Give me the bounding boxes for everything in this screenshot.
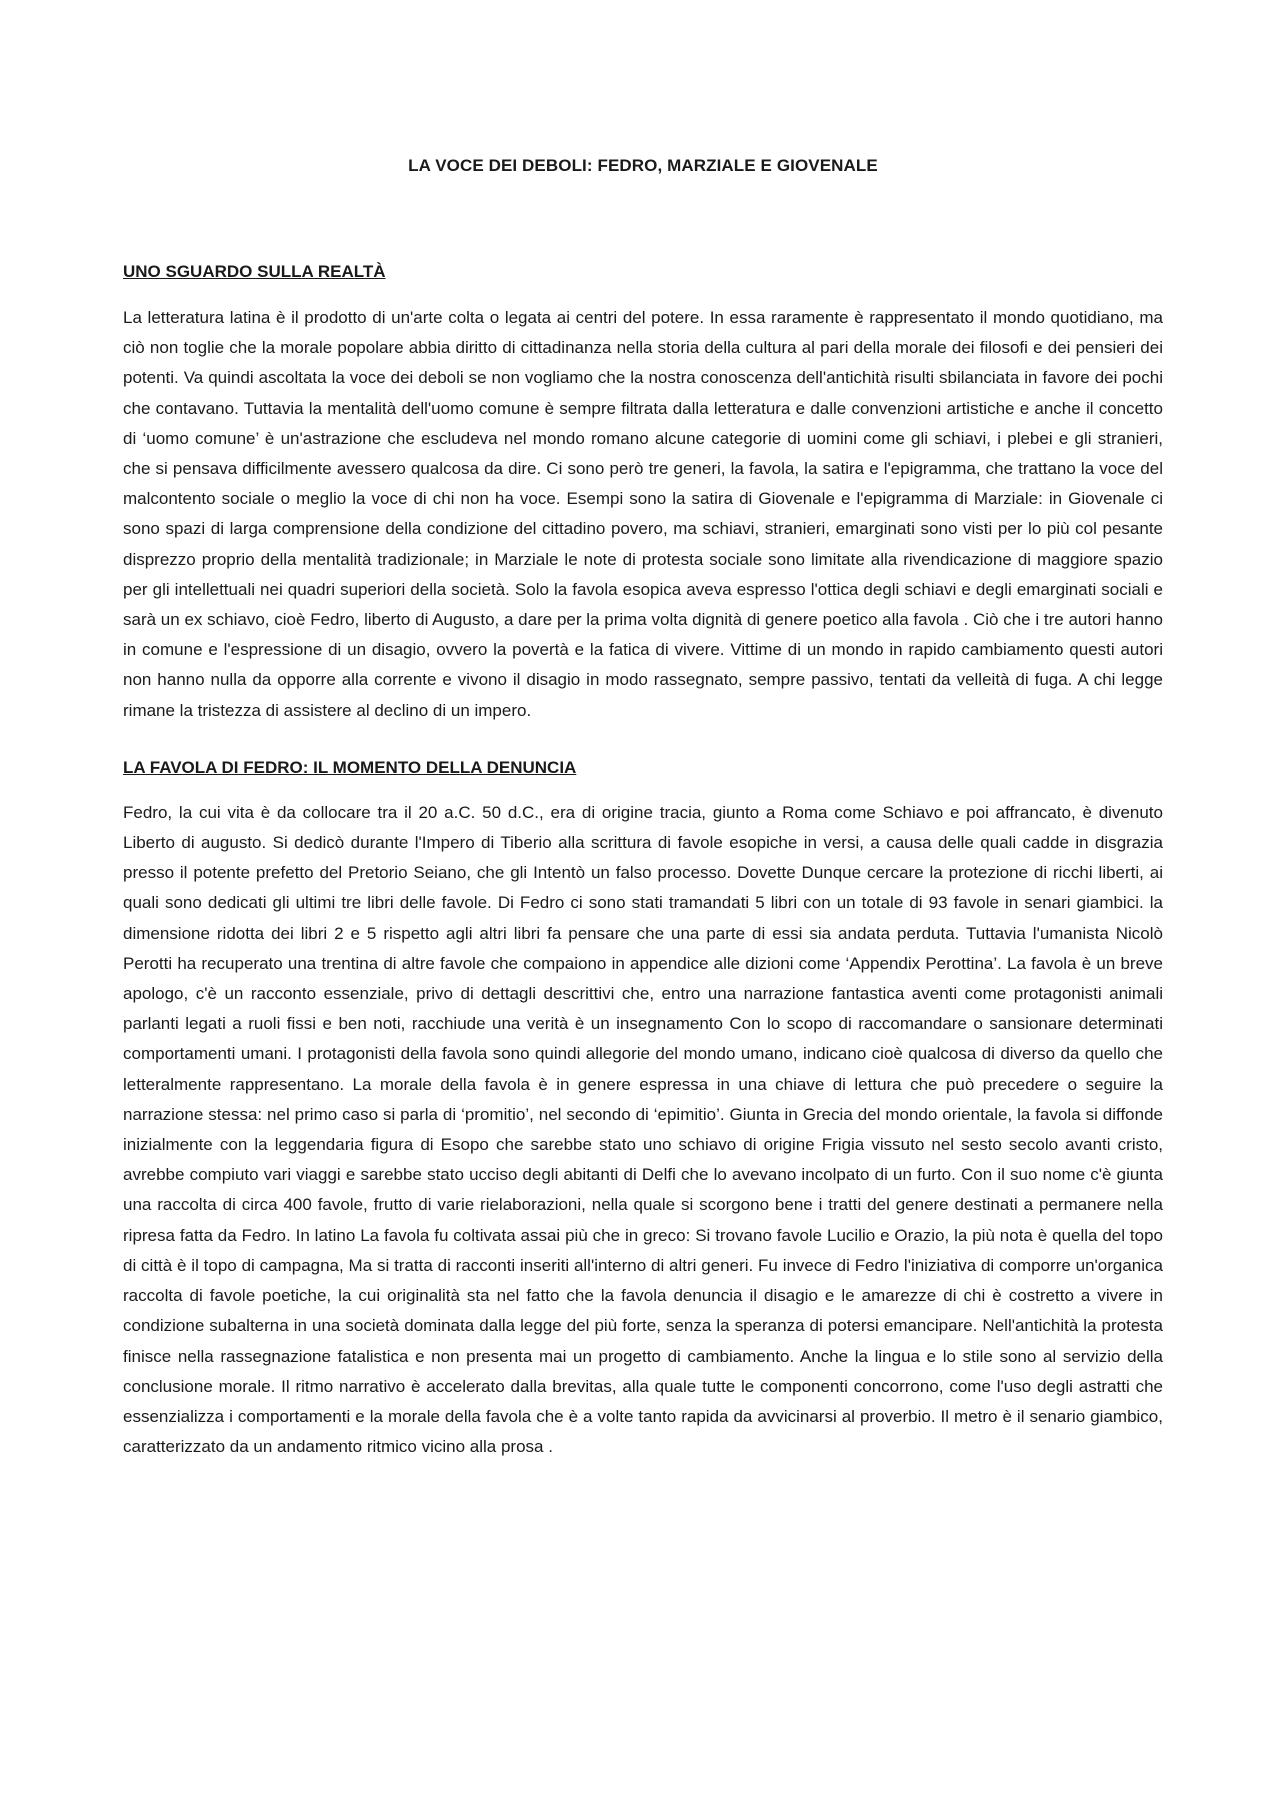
section-paragraph-uno-sguardo: La letteratura latina è il prodotto di un'arte colta o legata ai centri del potere. In essa raramente è rappresentato il mondo quotidiano, ma ciò non toglie che la morale popolare abbia diritto di cittadinanza nella storia della cultura al pari della morale dei filosofi e dei pensieri dei potenti. Va quindi ascoltata la voce dei deboli se non vogliamo che la nostra conoscenza dell'antichità risulti sbilanciata in favore dei pochi che contavano. Tuttavia la mentalità dell'uomo comune è sempre filtrata dalla letteratura e dalle convenzioni artistiche e anche il concetto di ‘uomo comune’ è un'astrazione che escludeva nel mondo romano alcune categorie di uomini come gli schiavi, i plebei e gli stranieri, che si pensava difficilmente avessero qualcosa da dire. Ci sono però tre generi, la favola, la satira e l'epigramma, che trattano la voce del malcontento sociale o meglio la voce di chi non ha voce. Esempi sono la satira di Giovenale e l'epigramma di Marziale: in Giovenale ci sono spazi di larga comprensione della condizione del cittadino povero, ma schiavi, stranieri, emarginati sono visti per lo più col pesante disprezzo proprio della mentalità tradizionale; in Marziale le note di protesta sociale sono limitate alla rivendicazione di maggiore spazio per gli intellettuali nei quadri superiori della società. Solo la favola esopica aveva espresso l'ottica degli schiavi e degli emarginati sociali e sarà un ex schiavo, cioè Fedro, liberto di Augusto, a dare per la prima volta dignità di genere poetico alla favola . Ciò che i tre autori hanno in comune e l'espressione di un disagio, ovvero la povertà e la fatica di vivere. Vittime di un mondo in rapido cambiamento questi autori non hanno nulla da opporre alla corrente e vivono il disagio in modo rassegnato, sempre passivo, tentati da velleità di fuga. A chi legge rimane la tristezza di assistere al declino di un impero. — [123, 308, 1163, 720]
document-title: LA VOCE DEI DEBOLI: FEDRO, MARZIALE E GIOVENALE — [408, 156, 878, 175]
document-content — [123, 154, 1163, 1462]
section-paragraph-favola-fedro: Fedro, la cui vita è da collocare tra il 20 a.C. 50 d.C., era di origine tracia, giunto a Roma come Schiavo e poi affrancato, è divenuto Liberto di augusto. Si dedicò durante l'Impero di Tiberio alla scrittura di favole esopiche in versi, a causa delle quali cadde in disgrazia presso il potente prefetto del Pretorio Seiano, che gli Intentò un falso processo. Dovette Dunque cercare la protezione di ricchi liberti, ai quali sono dedicati gli ultimi tre libri delle favole. Di Fedro ci sono stati tramandati 5 libri con un totale di 93 favole in senari giambici. la dimensione ridotta dei libri 2 e 5 rispetto agli altri libri fa pensare che una parte di essi sia andata perduta. Tuttavia l'umanista Nicolò Perotti ha recuperato una trentina di altre favole che compaiono in appendice alle dizioni come ‘Appendix Perottina’. La favola è un breve apologo, c'è un racconto essenziale, privo di dettagli descrittivi che, entro una narrazione fantastica aventi come protagonisti animali parlanti legati a ruoli fissi e ben noti, racchiude una verità è un insegnamento Con lo scopo di raccomandare o sansionare determinati comportamenti umani. I protagonisti della favola sono quindi allegorie del mondo umano, indicano cioè qualcosa di diverso da quello che letteralmente rappresentano. La morale della favola è in genere espressa in una chiave di lettura che può precedere o seguire la narrazione stessa: nel primo caso si parla di ‘promitio’, nel secondo di ‘epimitio’. Giunta in Grecia del mondo orientale, la favola si diffonde inizialmente con la leggendaria figura di Esopo che sarebbe stato uno schiavo di origine Frigia vissuto nel sesto secolo avanti cristo, avrebbe compiuto vari viaggi e sarebbe stato ucciso degli abitanti di Delfi che lo avevano incolpato di un furto. Con il suo nome c'è giunta una raccolta di circa 400 favole, frutto di varie rielaborazioni, nella quale si scorgono bene i tratti del genere destinati a permanere nella ripresa fatta da Fedro. In latino La favola fu coltivata assai più che in greco: Si trovano favole Lucilio e Orazio, la più nota è quella del topo di città è il topo di campagna, Ma si tratta di racconti inseriti all'interno di altri generi. Fu invece di Fedro l'iniziativa di comporre un'organica raccolta di favole poetiche, la cui originalità sta nel fatto che la favola denuncia il disagio e le amarezze di chi è costretto a vivere in condizione subalterna in una società dominata dalla legge del più forte, senza la speranza di potersi emancipare. Nell'antichità la protesta finisce nella rassegnazione fatalistica e non presenta mai un progetto di cambiamento. Anche la lingua e lo stile sono al servizio della conclusione morale. Il ritmo narrativo è accelerato dalla brevitas, alla quale tutte le componenti concorrono, come l'uso degli astratti che essenzializza i comportamenti e la morale della favola che è a volte tanto rapida da avvicinarsi al proverbio. Il metro è il senario giambico, caratterizzato da un andamento ritmico vicino alla prosa . — [123, 802, 1163, 1457]
section-heading-favola-fedro: LA FAVOLA DI FEDRO: IL MOMENTO DELLA DENUNCIA — [123, 757, 577, 777]
section-heading-uno-sguardo: UNO SGUARDO SULLA REALTÀ — [123, 262, 386, 281]
